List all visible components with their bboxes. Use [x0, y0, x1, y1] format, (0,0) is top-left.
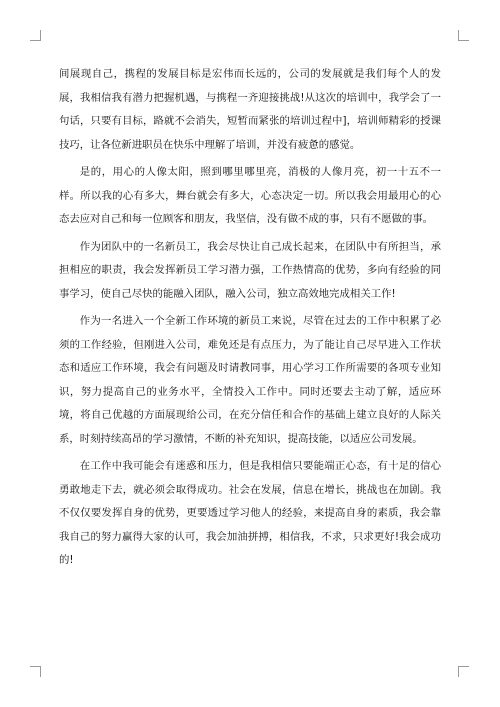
crop-mark-bottom-right: [458, 666, 469, 677]
paragraph-1: 间展现自己，携程的发展目标是宏伟而长远的，公司的发展就是我们每个人的发展，我相信我有潜力把握机遇，与携程一齐迎接挑战!从这次的培训中，我学会了一句话，只要有目标，路就不会消失，短暂而紧张的培训过程中]，培训师精彩的授课技巧，让各位新进职员在快乐中理解了培训，并没有疲惫的感觉。: [59, 68, 441, 151]
paragraph-3: 作为团队中的一名新员工，我会尽快让自己成长起来，在团队中有所担当，承担相应的职责，我会发挥新员工学习潜力强，工作热情高的优势，多向有经验的同事学习，使自己尽快的能融入团队，融入公司，独立高效地完成相关工作!: [59, 240, 441, 300]
crop-mark-top-left: [30, 30, 41, 41]
body-text: [59, 63, 441, 577]
paragraph-4: 作为一名进入一个全新工作环境的新员工来说，尽管在过去的工作中积累了必须的工作经验，但刚进入公司，难免还是有点压力，为了能让自己尽早进入工作状态和适应工作环境，我会有问题及时请教同事，用心学习工作所需要的各项专业知识，努力提高自己的业务水平，全情投入工作中。同时还要去主动了解，适应环境，将自己优越的方面展现给公司，在充分信任和合作的基础上建立良好的人际关系，时刻持续高昂的学习激情，不断的补充知识，提高技能，以适应公司发展。: [59, 315, 441, 445]
crop-mark-bottom-left: [30, 666, 41, 677]
paragraph-2: 是的，用心的人像太阳，照到哪里哪里亮，消极的人像月亮，初一十五不一样。所以我的心有多大，舞台就会有多大，心态决定一切。所以我会用最用心的心态去应对自己和每一位顾客和朋友，我坚信，没有做不成的事，只有不愿做的事。: [59, 166, 441, 225]
paragraph-5: 在工作中我可能会有迷惑和压力，但是我相信只要能端正心态，有十足的信心勇敢地走下去，就必须会取得成功。社会在发展，信息在增长，挑战也在加剧。我不仅仅要发挥自身的优势，更要透过学习他人的经验，来提高自身的素质，我会靠我自己的努力赢得大家的认可，我会加油拼搏，相信我，不求，只求更好!我会成功的!: [59, 460, 441, 566]
crop-mark-top-right: [458, 30, 469, 41]
